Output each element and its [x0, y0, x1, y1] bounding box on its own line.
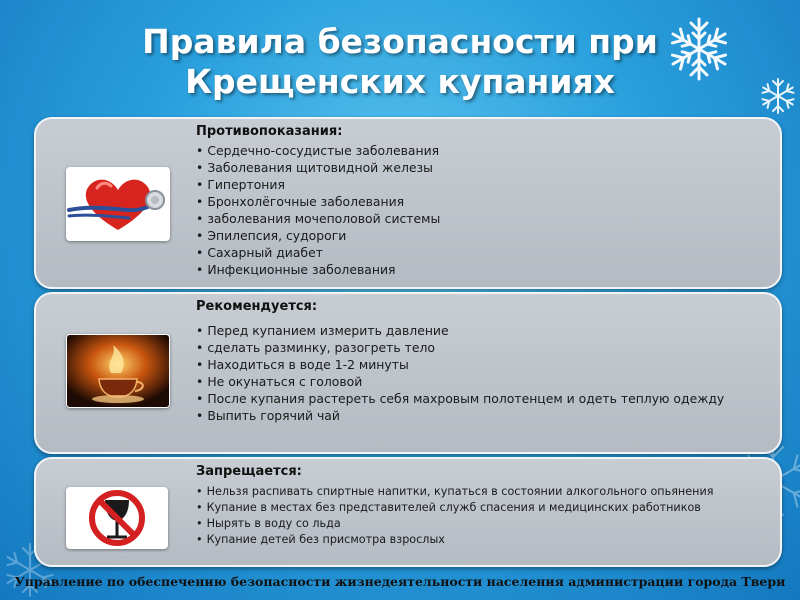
contraindications-heading: Противопоказания:: [196, 124, 343, 139]
page-title: [0, 22, 800, 102]
list-item: • Купание детей без присмотра взрослых: [196, 532, 770, 548]
list-item: • Сахарный диабет: [196, 244, 770, 261]
list-item: • Выпить горячий чай: [196, 407, 770, 424]
list-item: • Находиться в воде 1-2 минуты: [196, 356, 770, 373]
list-item: • Эпилепсия, судороги: [196, 227, 770, 244]
contraindications-panel: [34, 117, 782, 289]
list-item: • Бронхолёгочные заболевания: [196, 193, 770, 210]
list-item: • Нельзя распивать спиртные напитки, купаться в состоянии алкогольного опьянения: [196, 484, 770, 500]
list-item: • Перед купанием измерить давление: [196, 322, 770, 339]
title-line-1: Правила безопасности при: [142, 22, 658, 61]
no-alcohol-icon: [66, 487, 168, 549]
list-item: • Не окунаться с головой: [196, 373, 770, 390]
recommendations-panel: [34, 292, 782, 454]
list-item: • Инфекционные заболевания: [196, 261, 770, 278]
prohibitions-panel: [34, 457, 782, 567]
recommendations-list: [196, 322, 770, 424]
list-item: • После купания растереть себя махровым полотенцем и одеть теплую одежду: [196, 390, 770, 407]
hot-tea-cup-icon: [66, 334, 170, 408]
list-item: • Заболевания щитовидной железы: [196, 159, 770, 176]
list-item: • Сердечно-сосудистые заболевания: [196, 142, 770, 159]
list-item: • сделать разминку, разогреть тело: [196, 339, 770, 356]
footer-caption: Управление по обеспечению безопасности жизнедеятельности населения администрации города Твери: [14, 574, 786, 589]
title-line-2: Крещенских купаниях: [185, 62, 615, 101]
recommendations-heading: Рекомендуется:: [196, 299, 318, 314]
list-item: • заболевания мочеполовой системы: [196, 210, 770, 227]
list-item: • Купание в местах без представителей служб спасения и медицинских работников: [196, 500, 770, 516]
contraindications-list: [196, 142, 770, 278]
list-item: • Гипертония: [196, 176, 770, 193]
heart-stethoscope-icon: [66, 167, 170, 241]
list-item: • Нырять в воду со льда: [196, 516, 770, 532]
prohibitions-list: [196, 484, 770, 548]
prohibitions-heading: Запрещается:: [196, 464, 302, 479]
